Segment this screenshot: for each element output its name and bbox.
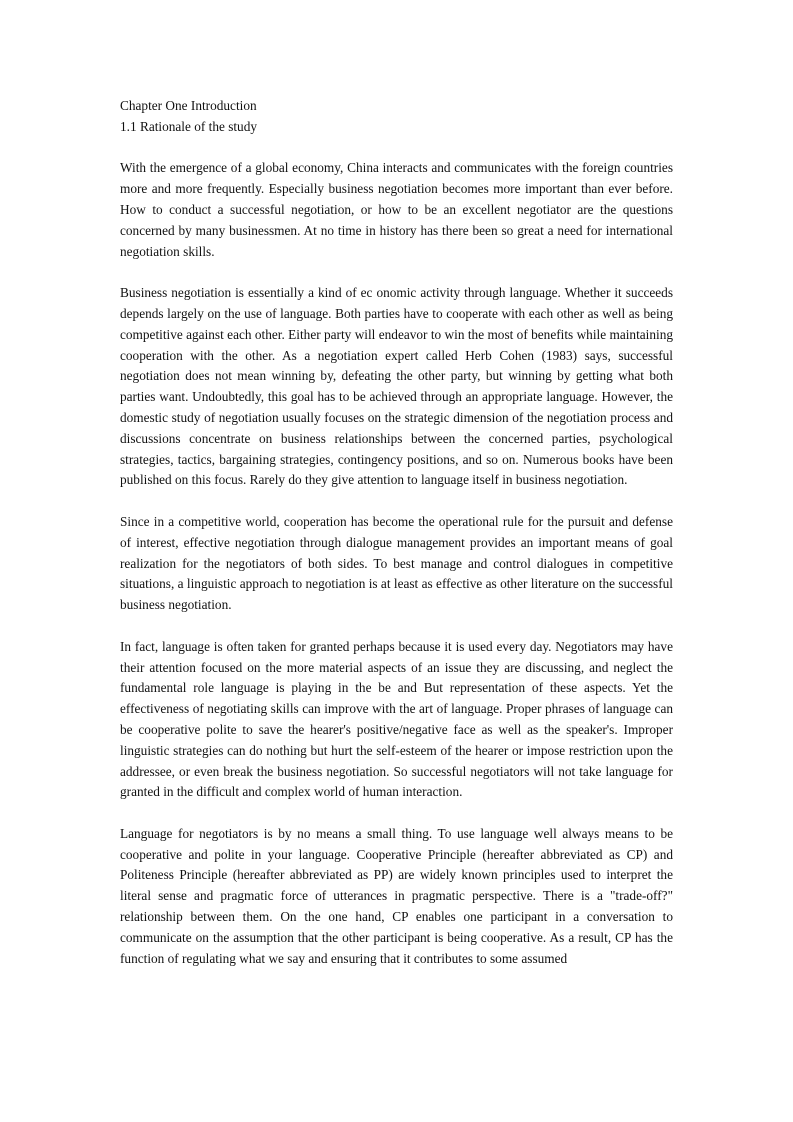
paragraph-5: Language for negotiators is by no means a small thing. To use language well always means to be cooperative and polite in your language. Cooperative Principle (hereafter abbreviated as CP) and Politeness Principle (hereafter abbreviated as PP) are widely known principles used to interpret the literal sense and pragmatic force of utterances in pragmatic perspective. There is a "trade-off?" relationship between them. On the one hand, CP enables one participant in a conversation to communicate on the assumption that the other participant is being cooperative. As a result, CP has the function of regulating what we say and ensuring that it contributes to some assumed: [120, 825, 673, 966]
paragraph-2: Business negotiation is essentially a kind of ec onomic activity through language. Whether it succeeds depends largely on the use of language. Both parties have to cooperate with each other as well as being competitive against each other. Either party will endeavor to win the most of benefits while maintaining cooperation with the other. As a negotiation expert called Herb Cohen (1983) says, successful negotiation does not mean winning by, defeating the other party, but winning by getting what both parties want. Undoubtedly, this goal has to be achieved through an appropriate language. However, the domestic study of negotiation usually focuses on the strategic dimension of the negotiation process and discussions concentrate on business relationships between the concerned parties, psychological strategies, tactics, bargaining strategies, contingency positions, and so on. Numerous books have been published on this focus. Rarely do they give attention to language itself in business negotiation.: [120, 285, 673, 488]
paragraph-1: With the emergence of a global economy, China interacts and communicates with the foreign countries more and more frequently. Especially business negotiation becomes more important than ever before. How to conduct a successful negotiation, or how to be an excellent negotiator are the questions concerned by many businessmen. At no time in history has there been so great a need for international negotiation skills.: [120, 160, 673, 259]
section-title: 1.1 Rationale of the study: [120, 118, 258, 134]
chapter-title: Chapter One Introduction: [120, 98, 257, 113]
paragraph-4: In fact, language is often taken for granted perhaps because it is used every day. Negotiators may have their attention focused on the more material aspects of an issue they are discussing, and neglect the fundamental role language is playing in the be and But representation of these aspects. Yet the effectiveness of negotiating skills can improve with the art of language. Proper phrases of language can be cooperative polite to save the hearer's positive/negative face as well as the speaker's. Improper linguistic strategies can do nothing but hurt the self-esteem of the hearer or impose restriction upon the addressee, or even break the business negotiation. So successful negotiators will not take language for granted in the difficult and complex world of human interaction.: [120, 638, 673, 800]
paragraph-3: Since in a competitive world, cooperation has become the operational rule for the pursuit and defense of interest, effective negotiation through dialogue management provides an important means of goal realization for the negotiators of both sides. To best manage and control dialogues in competitive situations, a linguistic approach to negotiation is at least as effective as other literature on the successful business negotiation.: [120, 513, 673, 613]
document-page: [120, 96, 673, 990]
